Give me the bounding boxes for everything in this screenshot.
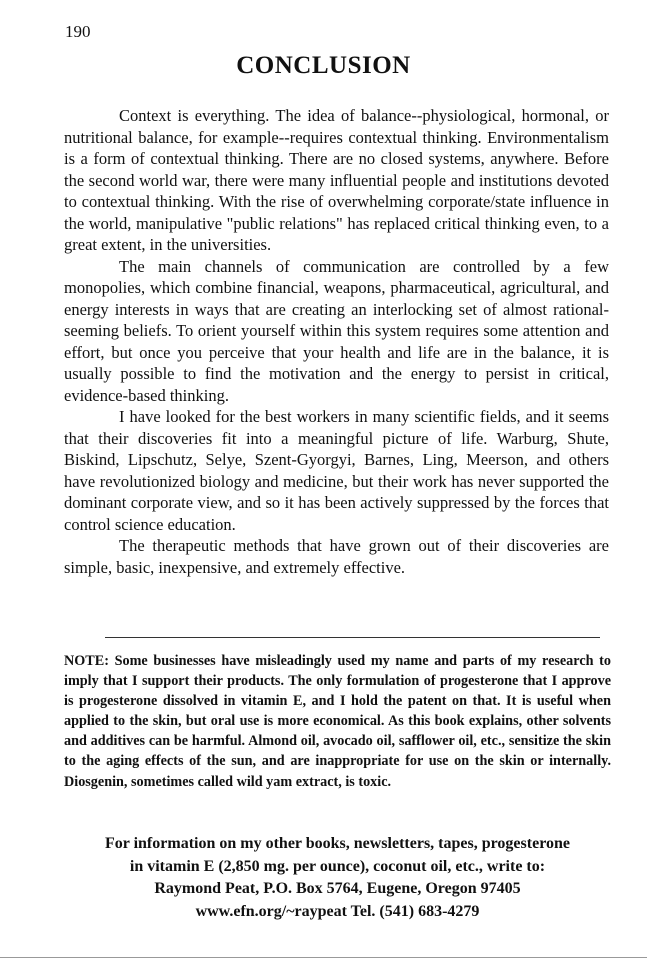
body-paragraph: The therapeutic methods that have grown out of their discoveries are simple, basic, inexpensive, and extremely effective. — [64, 536, 609, 577]
contact-web-phone: www.efn.org/~raypeat Tel. (541) 683-4279 — [195, 902, 480, 920]
page-bottom-border — [0, 957, 647, 958]
body-paragraph: Context is everything. The idea of balance--physiological, hormonal, or nutritional balance, for example--requires contextual thinking. Environmentalism is a form of contextual thinking. There are no closed systems, anywhere. Before the second world war, there were many influential people and institutions devoted to contextual thinking. With the rise of overwhelming corporate/state influence in the world, manipulative "public relations" has replaced critical thinking even, to a great extent, in the universities. — [64, 106, 609, 254]
body-text — [64, 105, 609, 578]
page-title: CONCLUSION — [236, 52, 411, 79]
body-paragraph: I have looked for the best workers in many scientific fields, and it seems that their discoveries fit into a meaningful picture of life. Warburg, Shute, Biskind, Lipschutz, Selye, Szent-Gyorgyi, Barnes, Ling, Meerson, and others have revolutionized biology and medicine, but their work has never supported the dominant corporate view, and so it has been actively suppressed by the forces that control science education. — [64, 407, 609, 534]
contact-line: For information on my other books, newsletters, tapes, progesterone — [105, 835, 570, 852]
note-block: NOTE: Some businesses have misleadingly used my name and parts of my research to imply that I support their products. The only formulation of progesterone that I approve is progesterone dissolved in vitamin E, and I hold the patent on that. It is useful when applied to the skin, but oral use is more economical. As this book explains, other solvents and additives can be harmful. Almond oil, avocado oil, safflower oil, etc., sensitize the skin to the aging effects of the sun, and are inappropriate for use on the skin or internally. Diosgenin, sometimes called wild yam extract, is toxic. — [64, 653, 611, 790]
contact-address: Raymond Peat, P.O. Box 5764, Eugene, Oregon 97405 — [154, 880, 521, 897]
body-paragraph: The main channels of communication are controlled by a few monopolies, which combine financial, weapons, pharmaceutical, agricultural, and energy interests in ways that are creating an interlocking set of almost rational-seeming beliefs. To orient yourself within this system requires some attention and effort, but once you perceive that your health and life are in the balance, it is usually possible to find the motivation and the energy to persist in critical, evidence-based thinking. — [64, 256, 609, 405]
contact-block — [40, 833, 635, 923]
contact-line: in vitamin E (2,850 mg. per ounce), coconut oil, etc., write to: — [129, 857, 546, 875]
page-number: 190 — [65, 22, 91, 41]
section-divider — [105, 637, 600, 638]
